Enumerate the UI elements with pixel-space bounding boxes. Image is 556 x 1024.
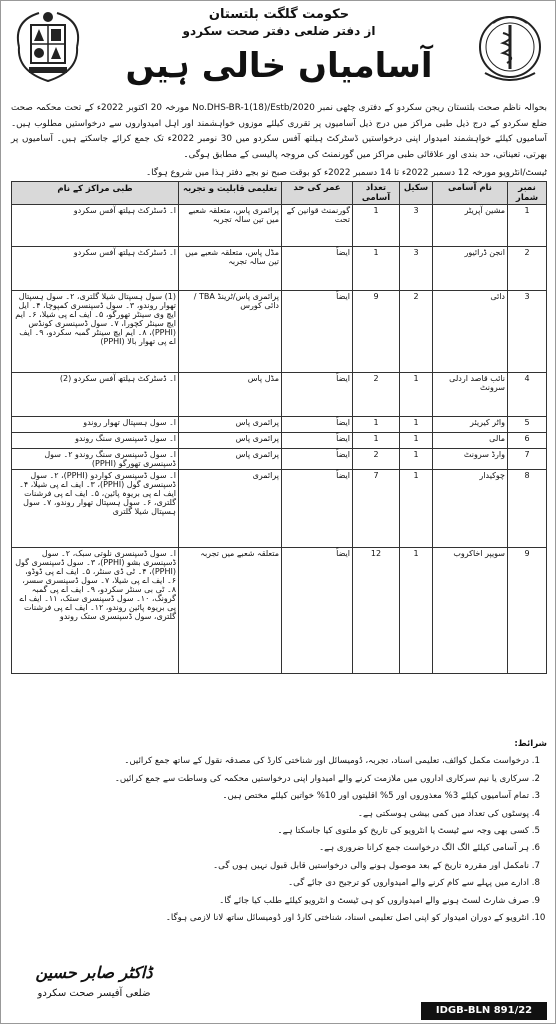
- terms-heading: شرائط:: [514, 739, 547, 749]
- row-count: 9: [353, 291, 400, 373]
- signatory-designation: ضلعی آفیسر صحت سکردو: [37, 988, 151, 999]
- list-item: 6. ہر آسامی کیلئے الگ الگ درخواست جمع کرانا ضروری ہے۔: [11, 840, 529, 857]
- row-centers: ا۔ سول ڈسپنسری سنگ روندو ۲۔ سول ڈسپنسری تھورگو (PPHI): [12, 449, 179, 470]
- row-qualification: مڈل پاس: [179, 373, 282, 417]
- list-item: 3. تمام آسامیوں کیلئے 3% معذوروں اور 5% اقلیتوں اور 10% خواتین کیلئے مختص ہیں۔: [11, 788, 529, 805]
- list-item: 9. صرف شارٹ لسٹ ہونے والے امیدواروں کو ہی ٹیسٹ و انٹرویو کیلئے طلب کیا جائے گا۔: [11, 893, 529, 910]
- col-age: عمر کی حد: [282, 182, 353, 205]
- row-centers: ا۔ سول ہسپتال تھوار روندو: [12, 417, 179, 433]
- row-age: ایضاً: [282, 449, 353, 470]
- row-count: 1: [353, 433, 400, 449]
- row-sn: 7: [508, 449, 547, 470]
- table-header-row: [12, 182, 547, 205]
- row-scale: 3: [400, 205, 433, 247]
- row-age: ایضاً: [282, 433, 353, 449]
- row-post: سویپر اخاکروب: [433, 548, 508, 674]
- row-age: ایضاً: [282, 373, 353, 417]
- office-name: از دفتر ضلعی دفتر صحت سکردو: [182, 24, 376, 38]
- list-item: 4. پوسٹوں کی تعداد میں کمی بیشی ہوسکتی ہے۔: [11, 806, 529, 823]
- row-qualification: متعلقہ شعبے میں تجربہ: [179, 548, 282, 674]
- list-item: 1. درخواست مکمل کوائف، تعلیمی اسناد، تجربہ، ڈومیسائل اور شناختی کارڈ کی مصدقہ نقول کے ساتھ جمع کرائیں۔: [11, 753, 529, 770]
- row-count: 2: [353, 373, 400, 417]
- list-item: 7. نامکمل اور مقررہ تاریخ کے بعد موصول ہونے والی درخواستیں قابل قبول نہیں ہوں گی۔: [11, 858, 529, 875]
- row-count: 7: [353, 470, 400, 548]
- row-age: ایضاً: [282, 470, 353, 548]
- row-centers: ا۔ سول ڈسپنسری سنگ روندو: [12, 433, 179, 449]
- row-scale: 2: [400, 291, 433, 373]
- terms-list: [11, 753, 547, 927]
- col-sn: نمبر شمار: [508, 182, 547, 205]
- row-qualification: پرائمری پاس: [179, 433, 282, 449]
- row-centers: ا۔ ڈسٹرکٹ ہیلتھ آفس سکردو: [12, 247, 179, 291]
- row-post: مالی: [433, 433, 508, 449]
- intro-paragraph: [11, 101, 547, 163]
- row-count: 2: [353, 449, 400, 470]
- row-centers: ا۔ ڈسٹرکٹ ہیلتھ آفس سکردو (2): [12, 373, 179, 417]
- table-row: [12, 291, 547, 373]
- table-row: [12, 417, 547, 433]
- row-count: 1: [353, 247, 400, 291]
- table-row: [12, 433, 547, 449]
- row-post: مشین آپریٹر: [433, 205, 508, 247]
- col-qualification: تعلیمی قابلیت و تجربہ: [179, 182, 282, 205]
- row-sn: 8: [508, 470, 547, 548]
- row-post: دائی: [433, 291, 508, 373]
- table-row: [12, 205, 547, 247]
- table-row: [12, 470, 547, 548]
- row-scale: 3: [400, 247, 433, 291]
- col-scale: سکیل: [400, 182, 433, 205]
- row-age: گورنمنٹ قوانین کے تحت: [282, 205, 353, 247]
- row-sn: 5: [508, 417, 547, 433]
- row-centers: ا۔ سول ڈسپنسری کواردو (PPHI)، ۲۔ سول ڈسپنسری گول (PPHI)، ۳۔ ایف اے پی شیلا، ۴۔ ایف اے پی بریوہ پائین، ۵۔ ایف اے پی فرشنات گلتری، ۶۔ سول ہسپتال تھوار روندو، ۷۔ سول ہسپتال شیلا گلتری: [12, 470, 179, 548]
- col-post: نام آسامی: [433, 182, 508, 205]
- table-row: [12, 373, 547, 417]
- row-age: ایضاً: [282, 548, 353, 674]
- government-name: حکومت گلگت بلتستان: [208, 7, 350, 22]
- interview-schedule: ٹیسٹ/انٹرویو مورخہ 12 دسمبر 2022ء تا 14 دسمبر 2022ء کو بوقت صبح نو بجے دفتر ہذا میں شروع ہوگا۔: [145, 168, 547, 178]
- row-scale: 1: [400, 548, 433, 674]
- row-sn: 9: [508, 548, 547, 674]
- list-item: 2. سرکاری یا نیم سرکاری اداروں میں ملازمت کرنے والے امیدوار اپنی درخواستیں محکمہ کی وساطت سے جمع کرائیں۔: [11, 771, 529, 788]
- health-department-emblem-icon: [471, 7, 549, 85]
- row-scale: 1: [400, 373, 433, 417]
- row-centers: (1) سول ہسپتال شیلا گلتری، ۲۔ سول ہسپتال تھوار روندو، ۳۔ سول ڈسپنسری کمپوچا، ۴۔ ایل ایچ وی سینٹر تھورگو، ۵۔ ایف اے پی شیلا، ۶۔ ایم ایچ سینٹر کچورا، ۷۔ سول ڈسپنسری کونڈس (PPHI)، ۸۔ ایم ایچ سینٹر گمبہ سکردو، ۹۔ ایف اے پی تھوار بالا (PPHI): [12, 291, 179, 373]
- list-item: 8. ادارے میں پہلے سے کام کرنے والے امیدواروں کو ترجیح دی جائے گی۔: [11, 875, 529, 892]
- intro-text: بحوالہ ناظم صحت بلتستان ریجن سکردو کے دفتری چٹھی نمبر No.DHS-BR-1(18)/Estb/2020 مورخہ 20 اکتوبر 2022ء کے تحت محکمہ صحت ضلع سکردو کے درج ذیل طبی مراکز میں درج ذیل آسامیوں پر تقرری کیلئے موزوں خواہشمند اور اہل امیدواروں سے درخواستیں مطلوب ہیں۔ آسامیوں کیلئے خواہشمند امیدوار اپنی درخواستیں ڈسٹرکٹ ہیلتھ آفس سکردو میں 30 نومبر 2022ء تک جمع کرائے جاسکتے ہیں۔ آسامیوں پر بھرتی، تعیناتی، حد بندی اور علاقائی طبی مراکز میں گورنمنٹ کی مروجہ پالیسی کے مطابق ہوگی۔: [11, 103, 547, 160]
- gb-government-crest-icon: [9, 7, 87, 85]
- row-sn: 6: [508, 433, 547, 449]
- row-scale: 1: [400, 449, 433, 470]
- row-scale: 1: [400, 470, 433, 548]
- row-qualification: پرائمری: [179, 470, 282, 548]
- table-row: [12, 247, 547, 291]
- row-post: وارڈ سرونٹ: [433, 449, 508, 470]
- row-scale: 1: [400, 433, 433, 449]
- vacancy-table: [11, 181, 547, 674]
- row-centers: ا۔ سول ڈسپنسری نلوتی سبک، ۲۔ سول ڈسپنسری بشو (PPHI)، ۳۔ سول ڈسپنسری گول (PPHI)، ۴۔ ٹی ڈی سنٹر، ۵۔ ایف اے پی ڈوڈو، ۶۔ ایف اے پی شیلا، ۷۔ سول ڈسپنسری سسر، ۸۔ ٹی بی سنٹر سکردو، ۹۔ ایف اے پی گمبہ گرونگ، ۱۰۔ سول ڈسپنسری ستک، ۱۱۔ ایف اے پی بریوہ پائین روندو، ۱۲۔ ایف اے پی فرشنات گلتری، سول ڈسپنسری ستک روندو: [12, 548, 179, 674]
- row-count: 12: [353, 548, 400, 674]
- row-centers: ا۔ ڈسٹرکٹ ہیلتھ آفس سکردو: [12, 205, 179, 247]
- row-age: ایضاً: [282, 247, 353, 291]
- row-qualification: پرائمری پاس/ٹرینڈ TBA / دائی کورس: [179, 291, 282, 373]
- table-row: [12, 548, 547, 674]
- reference-number: IDGB-BLN 891/22: [421, 1002, 547, 1020]
- row-sn: 4: [508, 373, 547, 417]
- row-scale: 1: [400, 417, 433, 433]
- terms-section: [11, 736, 547, 927]
- row-qualification: پرائمری پاس: [179, 417, 282, 433]
- row-qualification: پرائمری پاس، متعلقہ شعبے میں تین سالہ تجربہ: [179, 205, 282, 247]
- row-post: نائب قاصد اردلی سرونٹ: [433, 373, 508, 417]
- row-qualification: پرائمری پاس: [179, 449, 282, 470]
- row-post: انجن ڈرائیور: [433, 247, 508, 291]
- signatory-name: ڈاکٹر صابر حسین: [35, 963, 153, 982]
- page-title: آسامیاں خالی ہیں: [125, 46, 433, 86]
- row-count: 1: [353, 205, 400, 247]
- col-centers: طبی مراکز کے نام: [12, 182, 179, 205]
- list-item: 5. کسی بھی وجہ سے ٹیسٹ یا انٹرویو کی تاریخ کو ملتوی کیا جاسکتا ہے۔: [11, 823, 529, 840]
- signature-block: [19, 963, 169, 999]
- table-row: [12, 449, 547, 470]
- row-sn: 2: [508, 247, 547, 291]
- row-age: ایضاً: [282, 417, 353, 433]
- row-qualification: مڈل پاس، متعلقہ شعبے میں تین سالہ تجربہ: [179, 247, 282, 291]
- row-age: ایضاً: [282, 291, 353, 373]
- row-post: چوکیدار: [433, 470, 508, 548]
- row-post: واٹر کیریئر: [433, 417, 508, 433]
- row-count: 1: [353, 417, 400, 433]
- col-count: تعداد آسامی: [353, 182, 400, 205]
- row-sn: 3: [508, 291, 547, 373]
- row-sn: 1: [508, 205, 547, 247]
- list-item: 10. انٹرویو کے دوران امیدوار کو اپنی اصل تعلیمی اسناد، شناختی کارڈ اور ڈومیسائل ساتھ لانا لازمی ہوگا۔: [11, 910, 529, 927]
